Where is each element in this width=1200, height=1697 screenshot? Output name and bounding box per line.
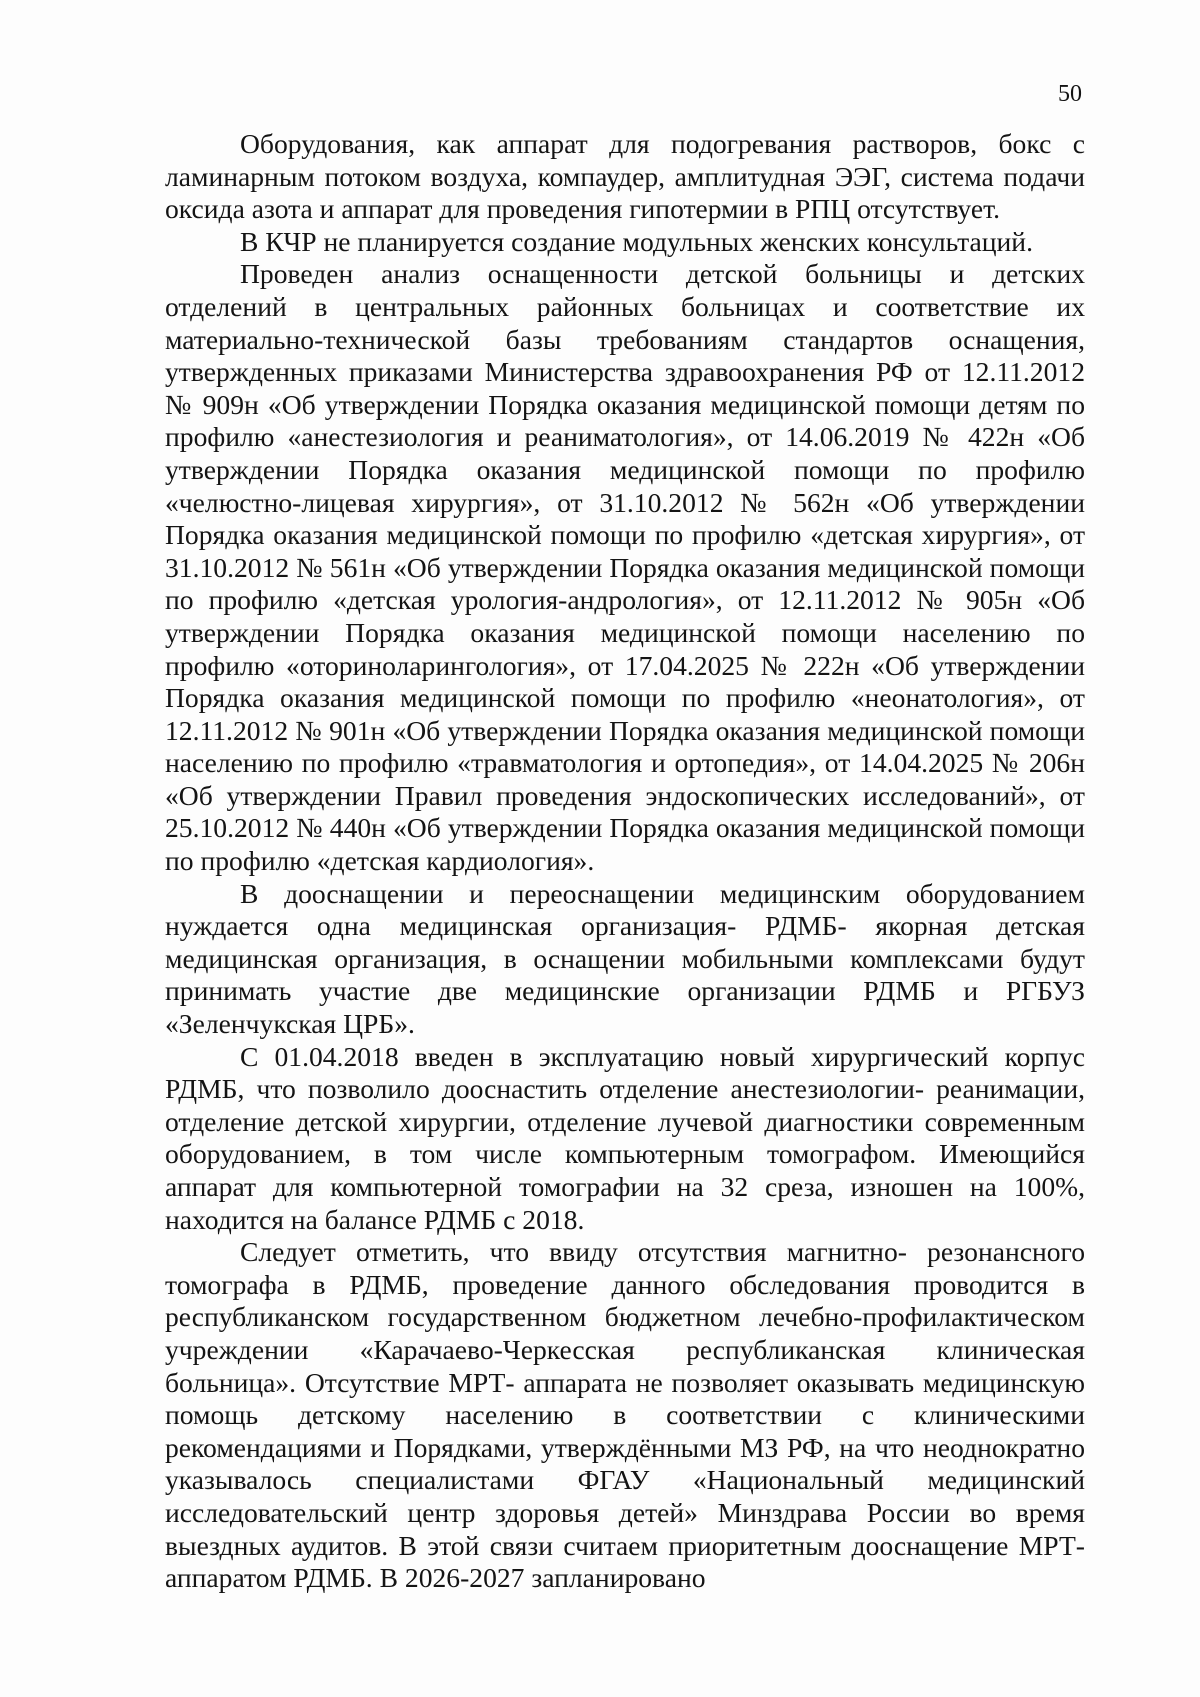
page-number: 50 <box>1058 81 1082 107</box>
paragraph-womens-consultations: В КЧР не планируется создание модульных женских консультаций. <box>240 225 1033 257</box>
paragraph-surgical-building: С 01.04.2018 введен в эксплуатацию новый хирургический корпус РДМБ, что позволило дооснастить отделение анестезиологии- реанимации, отделение детской хирургии, отделение лучевой диагностики современным оборудованием, в том числе компьютерным томографом. Имеющийся аппарат для компьютерной томографии на 32 среза, изношен на 100%, находится на балансе РДМБ с 2018. <box>165 1040 1085 1235</box>
document-body <box>165 128 1085 1595</box>
paragraph-mri-absence: Следует отметить, что ввиду отсутствия магнитно- резонансного томографа в РДМБ, проведение данного обследования проводится в республиканском государственном бюджетном лечебно-профилактическом учреждении «Карачаево-Черкесская республиканская клиническая больница». Отсутствие МРТ- аппарата не позволяет оказывать медицинскую помощь детскому населению в соответствии с клиническими рекомендациями и Порядками, утверждёнными МЗ РФ, на что неоднократно указывалось специалистами ФГАУ «Национальный медицинский исследовательский центр здоровья детей» Минздрава России во время выездных аудитов. В этой связи считаем приоритетным дооснащение МРТ- аппаратом РДМБ. В 2026-2027 запланировано <box>165 1236 1085 1594</box>
paragraph-reequipment-need: В дооснащении и переоснащении медицинским оборудованием нуждается одна медицинская организация- РДМБ- якорная детская медицинская организация, в оснащении мобильными комплексами будут принимать участие две медицинские организации РДМБ и РГБУЗ «Зеленчукская ЦРБ». <box>165 877 1085 1040</box>
paragraph-equipment-absence: Оборудования, как аппарат для подогревания растворов, бокс с ламинарным потоком воздуха, компаудер, амплитудная ЭЭГ, система подачи оксида азота и аппарат для проведения гипотермии в РПЦ отсутствует. <box>165 128 1085 225</box>
paragraph-equipment-analysis: Проведен анализ оснащенности детской больницы и детских отделений в центральных районных больницах и соответствие их материально-технической базы требованиям стандартов оснащения, утвержденных приказами Министерства здравоохранения РФ от 12.11.2012 № 909н «Об утверждении Порядка оказания медицинской помощи детям по профилю «анестезиология и реаниматология», от 14.06.2019 № 422н «Об утверждении Порядка оказания медицинской помощи по профилю «челюстно-лицевая хирургия», от 31.10.2012 № 562н «Об утверждении Порядка оказания медицинской помощи по профилю «детская хирургия», от 31.10.2012 № 561н «Об утверждении Порядка оказания медицинской помощи по профилю «детская урология-андрология», от 12.11.2012 № 905н «Об утверждении Порядка оказания медицинской помощи населению по профилю «оториноларингология», от 17.04.2025 № 222н «Об утверждении Порядка оказания медицинской помощи по профилю «неонатология», от 12.11.2012 № 901н «Об утверждении Порядка оказания медицинской помощи населению по профилю «травматология и ортопедия», от 14.04.2025 № 206н «Об утверждении Правил проведения эндоскопических исследований», от 25.10.2012 № 440н «Об утверждении Порядка оказания медицинской помощи по профилю «детская кардиология». <box>165 258 1085 877</box>
